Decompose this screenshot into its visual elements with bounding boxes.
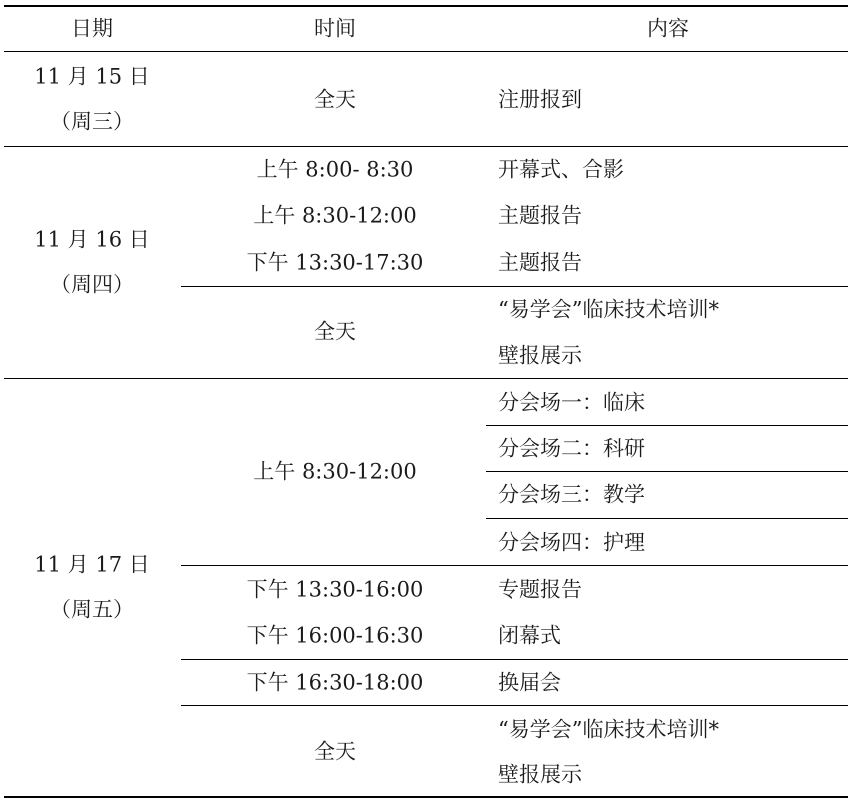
day3-row3-time: 下午 16:00-16:30 (246, 623, 424, 648)
day3-row4-content: 换届会 (498, 670, 561, 695)
day2-row1-time: 上午 8:00- 8:30 (256, 157, 414, 182)
day1-row1-time: 全天 (314, 87, 356, 112)
day3-weekday: （周五） (50, 597, 134, 622)
day2-row4-content-line1: “易学会”临床技术培训* (498, 297, 719, 322)
day3-inner-rule-2 (181, 659, 848, 660)
day3-row5-time: 全天 (314, 739, 356, 764)
table-bottom-rule (4, 796, 848, 798)
day2-row3-time: 下午 13:30-17:30 (246, 250, 424, 275)
day1-row1-content: 注册报到 (498, 87, 582, 112)
day3-row2-content: 专题报告 (498, 577, 582, 602)
day3-row5-content-line2: 壁报展示 (498, 762, 582, 787)
day2-bottom-rule (4, 378, 848, 379)
header-rule (4, 51, 848, 52)
day2-inner-rule (181, 286, 848, 287)
day3-session-3: 分会场三：教学 (498, 482, 645, 507)
day3-row4-time: 下午 16:30-18:00 (246, 670, 424, 695)
session-rule-1 (486, 425, 848, 426)
day2-row1-content: 开幕式、合影 (498, 157, 624, 182)
day2-weekday: （周四） (50, 272, 134, 297)
table-top-rule (4, 5, 848, 7)
day1-bottom-rule (4, 146, 848, 147)
day3-inner-rule-1 (181, 565, 848, 566)
header-time: 时间 (314, 16, 356, 41)
day3-session-1: 分会场一：临床 (498, 390, 645, 415)
day3-row3-content: 闭幕式 (498, 623, 561, 648)
day3-row2-time: 下午 13:30-16:00 (246, 577, 424, 602)
day3-row5-content-line1: “易学会”临床技术培训* (498, 717, 719, 742)
day2-row4-content-line2: 壁报展示 (498, 343, 582, 368)
day2-row3-content: 主题报告 (498, 250, 582, 275)
day2-row2-content: 主题报告 (498, 203, 582, 228)
day3-session-2: 分会场二：科研 (498, 436, 645, 461)
day3-row1-time: 上午 8:30-12:00 (253, 459, 417, 484)
day3-inner-rule-3 (181, 705, 848, 706)
session-rule-3 (486, 518, 848, 519)
header-content: 内容 (647, 16, 689, 41)
day1-date: 11 月 15 日 (34, 64, 150, 89)
session-rule-2 (486, 471, 848, 472)
day1-weekday: （周三） (50, 109, 134, 134)
day2-row4-time: 全天 (314, 319, 356, 344)
day3-session-4: 分会场四：护理 (498, 530, 645, 555)
day2-date: 11 月 16 日 (34, 227, 150, 252)
day2-row2-time: 上午 8:30-12:00 (253, 203, 417, 228)
day3-date: 11 月 17 日 (34, 552, 150, 577)
header-date: 日期 (71, 16, 113, 41)
